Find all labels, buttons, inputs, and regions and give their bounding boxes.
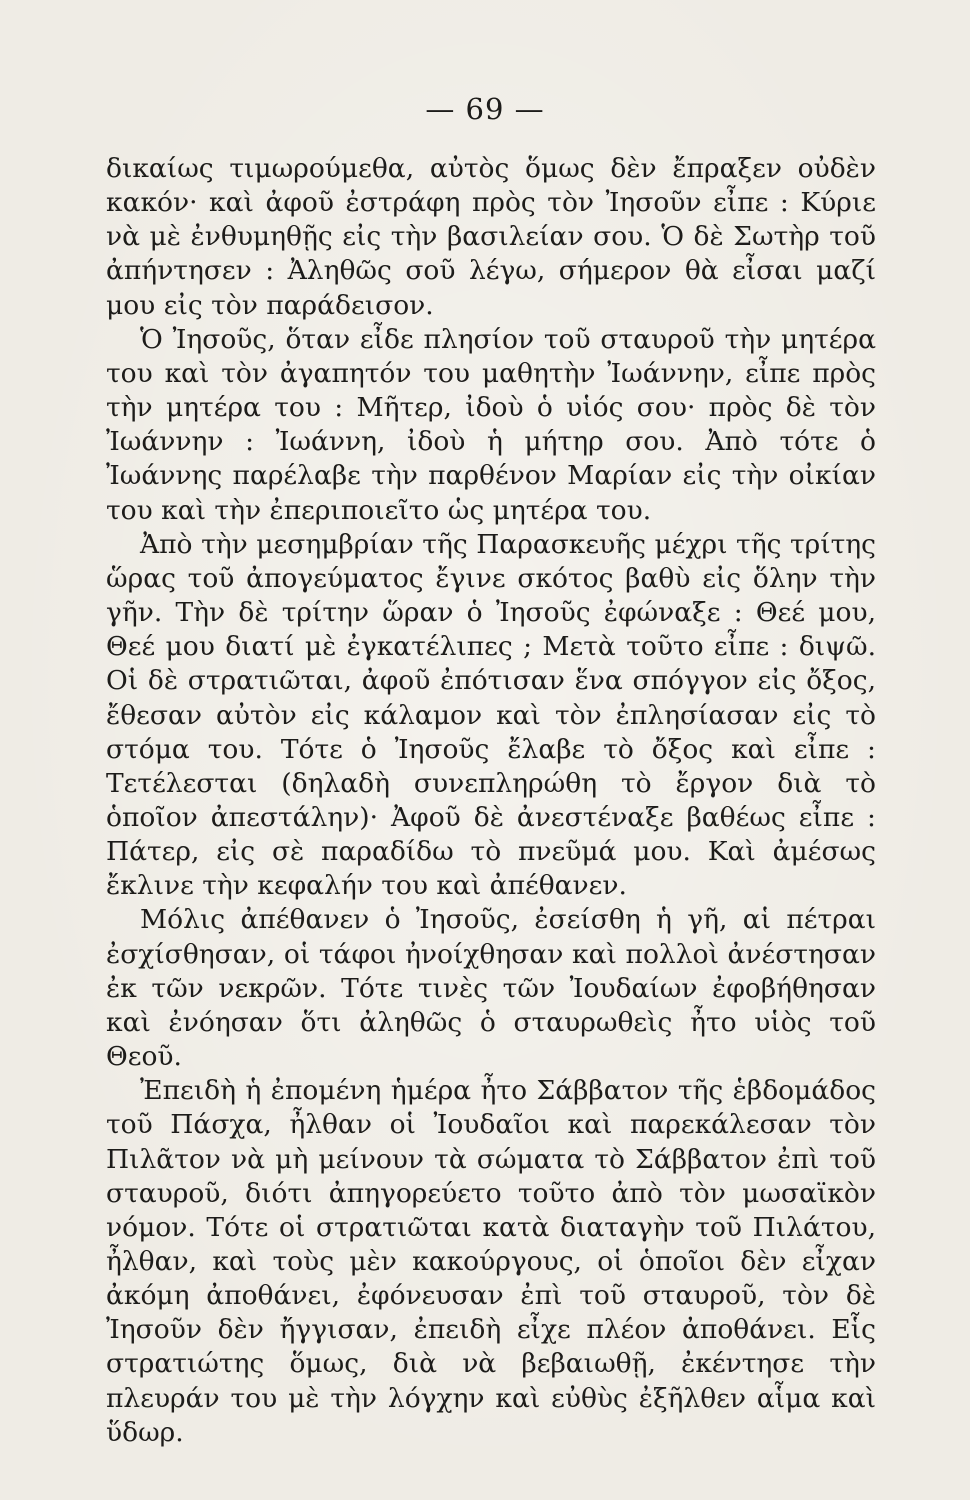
- body-text: [106, 152, 876, 1450]
- paragraph-3: Ἀπὸ τὴν μεσημβρίαν τῆς Παρασκευῆς μέχρι τῆς τρίτης ὥρας τοῦ ἀπογεύματος ἔγινε σκότος βαθὺ εἰς ὅλην τὴν γῆν. Τὴν δὲ τρίτην ὥραν ὁ Ἰησοῦς ἐφώναξε : Θεέ μου, Θεέ μου διατί μὲ ἐγκατέλιπες ; Μετὰ τοῦτο εἶπε : διψῶ. Οἱ δὲ στρατιῶται, ἀφοῦ ἐπότισαν ἕνα σπόγγον εἰς ὄξος, ἔθεσαν αὐτὸν εἰς κάλαμον καὶ τὸν ἐπλησίασαν εἰς τὸ στόμα του. Τότε ὁ Ἰησοῦς ἔλαβε τὸ ὄξος καὶ εἶπε : Τετέλεσται (δηλαδὴ συνεπληρώθη τὸ ἔργον διὰ τὸ ὁποῖον ἀπεστάλην)· Ἀφοῦ δὲ ἀνεστέναξε βαθέως εἶπε : Πάτερ, εἰς σὲ παραδίδω τὸ πνεῦμά μου. Καὶ ἀμέσως ἔκλινε τὴν κεφαλήν του καὶ ἀπέθανεν.: [106, 528, 876, 902]
- paragraph-2: Ὁ Ἰησοῦς, ὅταν εἶδε πλησίον τοῦ σταυροῦ τὴν μητέρα του καὶ τὸν ἀγαπητόν του μαθητὴν Ἰωάννην, εἶπε πρὸς τὴν μητέρα του : Μῆτερ, ἰδοὺ ὁ υἱός σου· πρὸς δὲ τὸν Ἰωάννην : Ἰωάννη, ἰδοὺ ἡ μήτηρ σου. Ἀπὸ τότε ὁ Ἰωάννης παρέλαβε τὴν παρθένον Μαρίαν εἰς τὴν οἰκίαν του καὶ τὴν ἐπεριποιεῖτο ὡς μητέρα του.: [106, 323, 876, 526]
- page-number: — 69 —: [425, 92, 545, 126]
- paragraph-5: Ἐπειδὴ ἡ ἐπομένη ἡμέρα ἦτο Σάββατον τῆς ἑβδομάδος τοῦ Πάσχα, ἦλθαν οἱ Ἰουδαῖοι καὶ παρεκάλεσαν τὸν Πιλᾶτον νὰ μὴ μείνουν τὰ σώματα τὸ Σάββατον ἐπὶ τοῦ σταυροῦ, διότι ἀπηγορεύετο τοῦτο ἀπὸ τὸν μωσαϊκὸν νόμον. Τότε οἱ στρατιῶται κατὰ διαταγὴν τοῦ Πιλάτου, ἦλθαν, καὶ τοὺς μὲν κακούργους, οἱ ὁποῖοι δὲν εἶχαν ἀκόμη ἀποθάνει, ἐφόνευσαν ἐπὶ τοῦ σταυροῦ, τὸν δὲ Ἰησοῦν δὲν ἤγγισαν, ἐπειδὴ εἶχε πλέον ἀποθάνει. Εἷς στρατιώτης ὅμως, διὰ νὰ βεβαιωθῇ, ἐκέντησε τὴν πλευράν του μὲ τὴν λόγχην καὶ εὐθὺς ἐξῆλθεν αἷμα καὶ ὕδωρ.: [106, 1075, 876, 1448]
- paragraph-1: δικαίως τιμωρούμεθα, αὐτὸς ὅμως δὲν ἔπραξεν οὐδὲν κακόν· καὶ ἀφοῦ ἐστράφη πρὸς τὸν Ἰησοῦν εἶπε : Κύριε νὰ μὲ ἐνθυμηθῇς εἰς τὴν βασιλείαν σου. Ὁ δὲ Σωτὴρ τοῦ ἀπήντησεν : Ἀληθῶς σοῦ λέγω, σήμερον θὰ εἶσαι μαζί μου εἰς τὸν παράδεισον.: [106, 153, 876, 321]
- paragraph-4: Μόλις ἀπέθανεν ὁ Ἰησοῦς, ἐσείσθη ἡ γῆ, αἱ πέτραι ἐσχίσθησαν, οἱ τάφοι ἠνοίχθησαν καὶ πολλοὶ ἀνέστησαν ἐκ τῶν νεκρῶν. Τότε τινὲς τῶν Ἰουδαίων ἐφοβήθησαν καὶ ἐνόησαν ὅτι ἀληθῶς ὁ σταυρωθεὶς ἦτο υἱὸς τοῦ Θεοῦ.: [106, 904, 876, 1073]
